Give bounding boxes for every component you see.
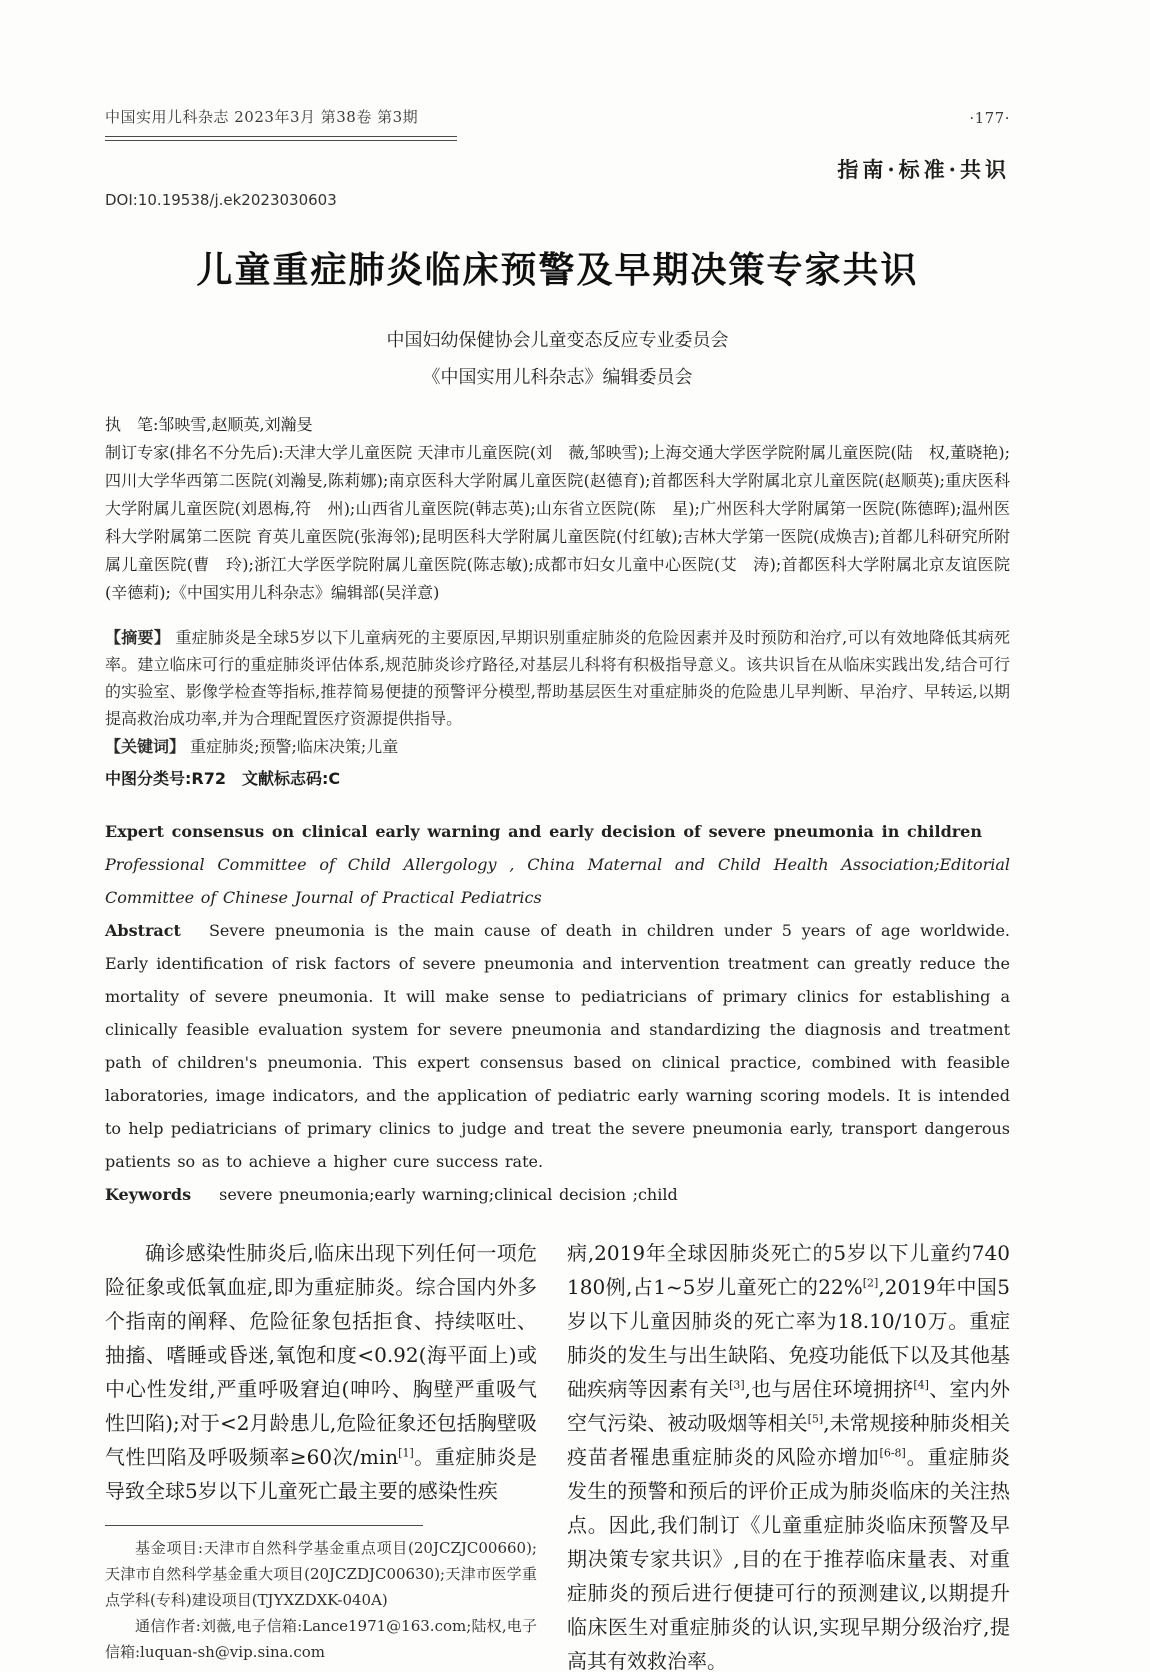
keywords-cn-text: 重症肺炎;预警;临床决策;儿童 bbox=[190, 737, 399, 756]
keywords-cn-line bbox=[105, 733, 1010, 760]
body-right-column bbox=[567, 1236, 1010, 1672]
en-abstract-text: Severe pneumonia is the main cause of death in children under 5 years of age worldwide. Early identification of risk factors of severe pneumonia and intervention treatment can greatly reduce the mortality of severe pneumonia. It will make sense to pediatricians of primary clinics for establishing a clinically feasible evaluation system for severe pneumonia and standardizing the diagnosis and treatment path of children's pneumonia. This expert consensus based on clinical practice, combined with feasible laboratories, image indicators, and the application of pediatric early warning scoring models. It is intended to help pediatricians of primary clinics to judge and treat the severe pneumonia early, transport dangerous patients so as to achieve a higher cure success rate. bbox=[105, 921, 1010, 1171]
en-committee: Professional Committee of Child Allergology , China Maternal and Child Health Association;Editorial Committee of Chinese Journal of Practical Pediatrics bbox=[105, 855, 1010, 907]
body-right-paragraph: 病,2019年全球因肺炎死亡的5岁以下儿童约740 180例,占1~5岁儿童死亡的22%[2],2019年中国5岁以下儿童因肺炎的死亡率为18.10/10万。重症肺炎的发生与出生缺陷、免疫功能低下以及其他基础疾病等因素有关[3],也与居住环境拥挤[4]、室内外空气污染、被动吸烟等相关[5],未常规接种肺炎相关疫苗者罹患重症肺炎的风险亦增加[6-8]。重症肺炎发生的预警和预后的评价正成为肺炎临床的关注热点。因此,我们制订《儿童重症肺炎临床预警及早期决策专家共识》,目的在于推荐临床量表、对重症肺炎的预后进行便捷可行的预测建议,以期提升临床医生对重症肺炎的认识,实现早期分级治疗,提高其有效救治率。 bbox=[567, 1241, 1011, 1672]
journal-info: 中国实用儿科杂志 2023年3月 第38卷 第3期 bbox=[105, 108, 419, 126]
affiliation-line-2: 《中国实用儿科杂志》编辑委员会 bbox=[422, 367, 693, 388]
keywords-cn-label: 【关键词】 bbox=[105, 737, 186, 756]
fund-note: 基金项目:天津市自然科学基金重点项目(20JCZJC00660);天津市自然科学基金重大项目(20JCZDJC00630);天津市医学重点学科(专科)建设项目(TJYXZDXK-040A) bbox=[105, 1539, 537, 1609]
body-columns bbox=[105, 1236, 1010, 1672]
page-header bbox=[105, 106, 1010, 127]
writers-line: 执 笔:邹映雪,赵顺英,刘瀚旻 bbox=[105, 415, 313, 434]
en-keywords-label: Keywords bbox=[105, 1185, 192, 1204]
en-abstract-paragraph bbox=[105, 914, 1010, 1178]
correspondence-note: 通信作者:刘薇,电子信箱:Lance1971@163.com;陆权,电子信箱:luquan-sh@vip.sina.com bbox=[105, 1617, 537, 1661]
footnote-block bbox=[105, 1535, 537, 1665]
en-abstract-label: Abstract bbox=[105, 921, 181, 940]
en-keywords-text: severe pneumonia;early warning;clinical decision ;child bbox=[219, 1185, 678, 1204]
en-title: Expert consensus on clinical early warning and early decision of severe pneumonia in children bbox=[105, 822, 982, 841]
abstract-cn-paragraph bbox=[105, 624, 1010, 732]
en-keywords-line bbox=[105, 1178, 1010, 1211]
page-content bbox=[105, 0, 1010, 1672]
english-abstract bbox=[105, 815, 1010, 1211]
article-title: 儿童重症肺炎临床预警及早期决策专家共识 bbox=[196, 250, 919, 291]
clc-line: 中图分类号:R72 文献标志码:C bbox=[105, 769, 341, 788]
section-label: 指南·标准·共识 bbox=[837, 157, 1010, 182]
header-double-rule bbox=[105, 136, 457, 141]
abstract-cn-label: 【摘要】 bbox=[105, 628, 171, 647]
affiliations bbox=[105, 322, 1010, 396]
experts-line: 制订专家(排名不分先后):天津大学儿童医院 天津市儿童医院(刘 薇,邹映雪);上海交通大学医学院附属儿童医院(陆 权,董晓艳);四川大学华西第二医院(刘瀚旻,陈莉娜);南京医科大学附属儿童医院(赵德育);首都医科大学附属北京儿童医院(赵顺英);重庆医科大学附属儿童医院(刘恩梅,符 州);山西省儿童医院(韩志英);山东省立医院(陈 星);广州医科大学附属第一医院(陈德晖);温州医科大学附属第二医院 育英儿童医院(张海邻);昆明医科大学附属儿童医院(付红敏);吉林大学第一医院(成焕吉);首都儿科研究所附属儿童医院(曹 玲);浙江大学医学院附属儿童医院(陈志敏);成都市妇女儿童中心医院(艾 涛);首都医科大学附属北京友谊医院(辛德莉);《中国实用儿科杂志》编辑部(吴洋意) bbox=[105, 443, 1010, 602]
body-left-paragraph: 确诊感染性肺炎后,临床出现下列任何一项危险征象或低氧血症,即为重症肺炎。综合国内外多个指南的阐释、危险征象包括拒食、持续呕吐、抽搐、嗜睡或昏迷,氧饱和度<0.92(海平面上)或中心性发绀,严重呼吸窘迫(呻吟、胸壁严重吸气性凹陷);对于<2月龄患儿,危险征象还包括胸壁吸气性凹陷及呼吸频率≥60次/min[1]。重症肺炎是导致全球5岁以下儿童死亡最主要的感染性疾 bbox=[105, 1241, 538, 1503]
doi-line: DOI:10.19538/j.ek2023030603 bbox=[105, 191, 337, 209]
footnote-rule bbox=[105, 1525, 423, 1526]
body-left-column bbox=[105, 1236, 537, 1672]
chinese-abstract bbox=[105, 624, 1010, 792]
abstract-cn-text: 重症肺炎是全球5岁以下儿童病死的主要原因,早期识别重症肺炎的危险因素并及时预防和治疗,可以有效地降低其病死率。建立临床可行的重症肺炎评估体系,规范肺炎诊疗路径,对基层儿科将有积极指导意义。该共识旨在从临床实践出发,结合可行的实验室、影像学检查等指标,推荐简易便捷的预警评分模型,帮助基层医生对重症肺炎的危险患儿早判断、早治疗、早转运,以期提高救治成功率,并为合理配置医疗资源提供指导。 bbox=[105, 628, 1010, 728]
page-number: ·177· bbox=[969, 109, 1010, 127]
en-title-line bbox=[105, 815, 1010, 914]
affiliation-line-1: 中国妇幼保健协会儿童变态反应专业委员会 bbox=[386, 330, 729, 351]
authors-block bbox=[105, 411, 1010, 607]
